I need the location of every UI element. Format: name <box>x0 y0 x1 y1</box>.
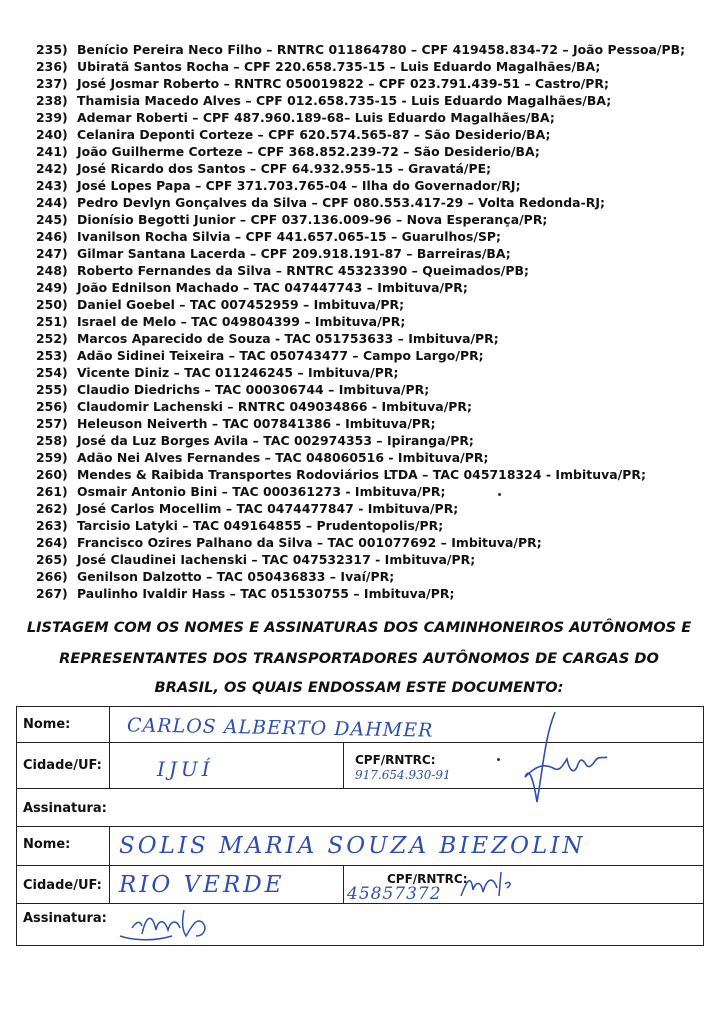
entry-text: José Josmar Roberto – RNTRC 050019822 – CPF 023.791.439-51 – Castro/PR; <box>77 76 610 91</box>
list-item <box>36 466 708 483</box>
entry-number: 256) <box>36 399 68 414</box>
entry-text: Claudio Diedrichs – TAC 000306744 – Imbituva/PR; <box>77 382 430 397</box>
entry-text: José Lopes Papa – CPF 371.703.765-04 – Ilha do Governador/RJ; <box>77 178 521 193</box>
list-item <box>36 500 708 517</box>
city-label: Cidade/UF: <box>23 878 102 893</box>
list-item <box>36 109 708 126</box>
cpf-label: CPF/RNTRC: <box>355 753 436 767</box>
list-item <box>36 432 708 449</box>
list-item <box>36 194 708 211</box>
list-item <box>36 415 708 432</box>
signature-label: Assinatura: <box>23 911 107 926</box>
list-item <box>36 160 708 177</box>
list-item <box>36 398 708 415</box>
entry-number: 251) <box>36 314 68 329</box>
list-item <box>36 534 708 551</box>
document-heading-line-3: BRASIL, OS QUAIS ENDOSSAM ESTE DOCUMENTO: <box>154 679 564 696</box>
signer-1-cpf-value: 917.654.930-91 <box>355 768 451 782</box>
entry-text: João Guilherme Corteze – CPF 368.852.239-72 – São Desiderio/BA; <box>77 144 540 159</box>
entry-text: Vicente Diniz – TAC 011246245 – Imbituva/PR; <box>77 365 399 380</box>
entry-number: 267) <box>36 586 68 601</box>
entry-number: 258) <box>36 433 68 448</box>
entry-text: Thamisia Macedo Alves – CPF 012.658.735-15 - Luis Eduardo Magalhães/BA; <box>77 93 612 108</box>
list-item <box>36 92 708 109</box>
entry-text: João Ednilson Machado – TAC 047447743 – Imbituva/PR; <box>77 280 468 295</box>
entry-number: 264) <box>36 535 68 550</box>
cpf-label: CPF/RNTRC: <box>387 872 468 886</box>
signer-2-city-value: RIO VERDE <box>119 872 285 898</box>
entry-text: Roberto Fernandes da Silva – RNTRC 45323390 – Queimados/PB; <box>77 263 529 278</box>
entry-text: José Ricardo dos Santos – CPF 64.932.955-15 – Gravatá/PE; <box>77 161 492 176</box>
signer-1-name-value: CARLOS ALBERTO DAHMER <box>126 714 434 742</box>
name-label: Nome: <box>23 837 71 852</box>
list-item <box>36 585 708 602</box>
entry-number: 262) <box>36 501 68 516</box>
signer-2-signature-row <box>17 904 703 947</box>
entry-number: 260) <box>36 467 68 482</box>
signer-2-name-value: SOLIS MARIA SOUZA BIEZOLIN <box>119 833 586 859</box>
list-item <box>36 347 708 364</box>
name-label: Nome: <box>23 717 71 732</box>
signer-2-name-row <box>17 827 703 866</box>
entry-number: 239) <box>36 110 68 125</box>
entry-number: 240) <box>36 127 68 142</box>
entry-text: Ubiratã Santos Rocha – CPF 220.658.735-15 – Luis Eduardo Magalhães/BA; <box>77 59 601 74</box>
entry-text: Gilmar Santana Lacerda – CPF 209.918.191-87 – Barreiras/BA; <box>77 246 511 261</box>
entry-number: 237) <box>36 76 68 91</box>
city-label: Cidade/UF: <box>23 758 102 773</box>
entry-number: 243) <box>36 178 68 193</box>
signature-form <box>16 706 704 946</box>
entry-number: 246) <box>36 229 68 244</box>
list-item <box>36 364 708 381</box>
entry-text: Benício Pereira Neco Filho – RNTRC 011864780 – CPF 419458.834-72 – João Pessoa/PB; <box>77 42 686 57</box>
entry-text: Dionísio Begotti Junior – CPF 037.136.009-96 – Nova Esperança/PR; <box>77 212 548 227</box>
entry-text: Marcos Aparecido de Souza - TAC 051753633 – Imbituva/PR; <box>77 331 499 346</box>
list-item <box>36 568 708 585</box>
signature-label: Assinatura: <box>23 801 107 816</box>
entry-number: 249) <box>36 280 68 295</box>
entry-text: Osmair Antonio Bini – TAC 000361273 - Imbituva/PR; <box>77 484 446 499</box>
entry-text: Francisco Ozires Palhano da Silva – TAC 001077692 – Imbituva/PR; <box>77 535 542 550</box>
entry-number: 245) <box>36 212 68 227</box>
entry-number: 250) <box>36 297 68 312</box>
list-item <box>36 143 708 160</box>
list-item <box>36 126 708 143</box>
stray-mark <box>498 493 501 496</box>
signer-2-initials <box>457 870 517 900</box>
entry-text: Claudomir Lachenski – RNTRC 049034866 - Imbituva/PR; <box>77 399 473 414</box>
document-heading-line-2: REPRESENTANTES DOS TRANSPORTADORES AUTÔNOMOS DE CARGAS DO <box>59 650 659 667</box>
signer-2-city-row <box>17 866 703 904</box>
entry-list <box>36 41 708 602</box>
list-item <box>36 551 708 568</box>
entry-text: José Carlos Mocellim – TAC 0474477847 - Imbituva/PR; <box>77 501 459 516</box>
ink-dot <box>497 758 500 761</box>
entry-number: 252) <box>36 331 68 346</box>
entry-text: Adão Nei Alves Fernandes – TAC 048060516 - Imbituva/PR; <box>77 450 489 465</box>
entry-number: 253) <box>36 348 68 363</box>
list-item <box>36 279 708 296</box>
list-item <box>36 313 708 330</box>
list-item <box>36 41 708 58</box>
entry-text: José da Luz Borges Avila – TAC 002974353 – Ipiranga/PR; <box>77 433 474 448</box>
entry-number: 236) <box>36 59 68 74</box>
list-item <box>36 228 708 245</box>
signer-1-signature <box>515 707 615 817</box>
list-item <box>36 381 708 398</box>
entry-number: 241) <box>36 144 68 159</box>
entry-text: Ivanilson Rocha Silvia – CPF 441.657.065-15 – Guarulhos/SP; <box>77 229 502 244</box>
entry-number: 261) <box>36 484 68 499</box>
entry-text: Heleuson Neiverth – TAC 007841386 - Imbituva/PR; <box>77 416 436 431</box>
entry-number: 247) <box>36 246 68 261</box>
entry-number: 263) <box>36 518 68 533</box>
entry-number: 257) <box>36 416 68 431</box>
list-item <box>36 449 708 466</box>
list-item <box>36 517 708 534</box>
entry-text: Tarcisio Latyki – TAC 049164855 – Prudentopolis/PR; <box>77 518 444 533</box>
entry-number: 235) <box>36 42 68 57</box>
entry-number: 259) <box>36 450 68 465</box>
entry-number: 255) <box>36 382 68 397</box>
entry-number: 265) <box>36 552 68 567</box>
list-item <box>36 296 708 313</box>
signer-2-signature <box>112 906 232 946</box>
entry-text: Mendes & Raibida Transportes Rodoviários LTDA – TAC 045718324 - Imbituva/PR; <box>77 467 646 482</box>
entry-text: Paulinho Ivaldir Hass – TAC 051530755 – Imbituva/PR; <box>77 586 455 601</box>
list-item <box>36 58 708 75</box>
list-item <box>36 245 708 262</box>
list-item <box>36 262 708 279</box>
list-item <box>36 330 708 347</box>
entry-text: Ademar Roberti – CPF 487.960.189-68– Luis Eduardo Magalhães/BA; <box>77 110 555 125</box>
entry-number: 244) <box>36 195 68 210</box>
list-item <box>36 177 708 194</box>
entry-text: Pedro Devlyn Gonçalves da Silva – CPF 080.553.417-29 – Volta Redonda-RJ; <box>77 195 606 210</box>
entry-number: 254) <box>36 365 68 380</box>
entry-number: 248) <box>36 263 68 278</box>
entry-text: Genilson Dalzotto – TAC 050436833 – Ivaí/PR; <box>77 569 395 584</box>
entry-text: Daniel Goebel – TAC 007452959 – Imbituva/PR; <box>77 297 405 312</box>
entry-text: Celanira Deponti Corteze – CPF 620.574.565-87 – São Desiderio/BA; <box>77 127 551 142</box>
list-item <box>36 483 708 500</box>
list-item <box>36 211 708 228</box>
entry-number: 266) <box>36 569 68 584</box>
signer-1-city-value: IJUÍ <box>157 757 214 781</box>
entry-number: 242) <box>36 161 68 176</box>
signer-2-cpf-value: 45857372 <box>347 884 442 904</box>
entry-text: Israel de Melo – TAC 049804399 – Imbituva/PR; <box>77 314 406 329</box>
document-heading-line-1: LISTAGEM COM OS NOMES E ASSINATURAS DOS CAMINHONEIROS AUTÔNOMOS E <box>26 619 692 636</box>
entry-text: Adão Sidinei Teixeira – TAC 050743477 – Campo Largo/PR; <box>77 348 484 363</box>
entry-number: 238) <box>36 93 68 108</box>
entry-text: José Claudinei Iachenski – TAC 047532317 - Imbituva/PR; <box>77 552 476 567</box>
list-item <box>36 75 708 92</box>
